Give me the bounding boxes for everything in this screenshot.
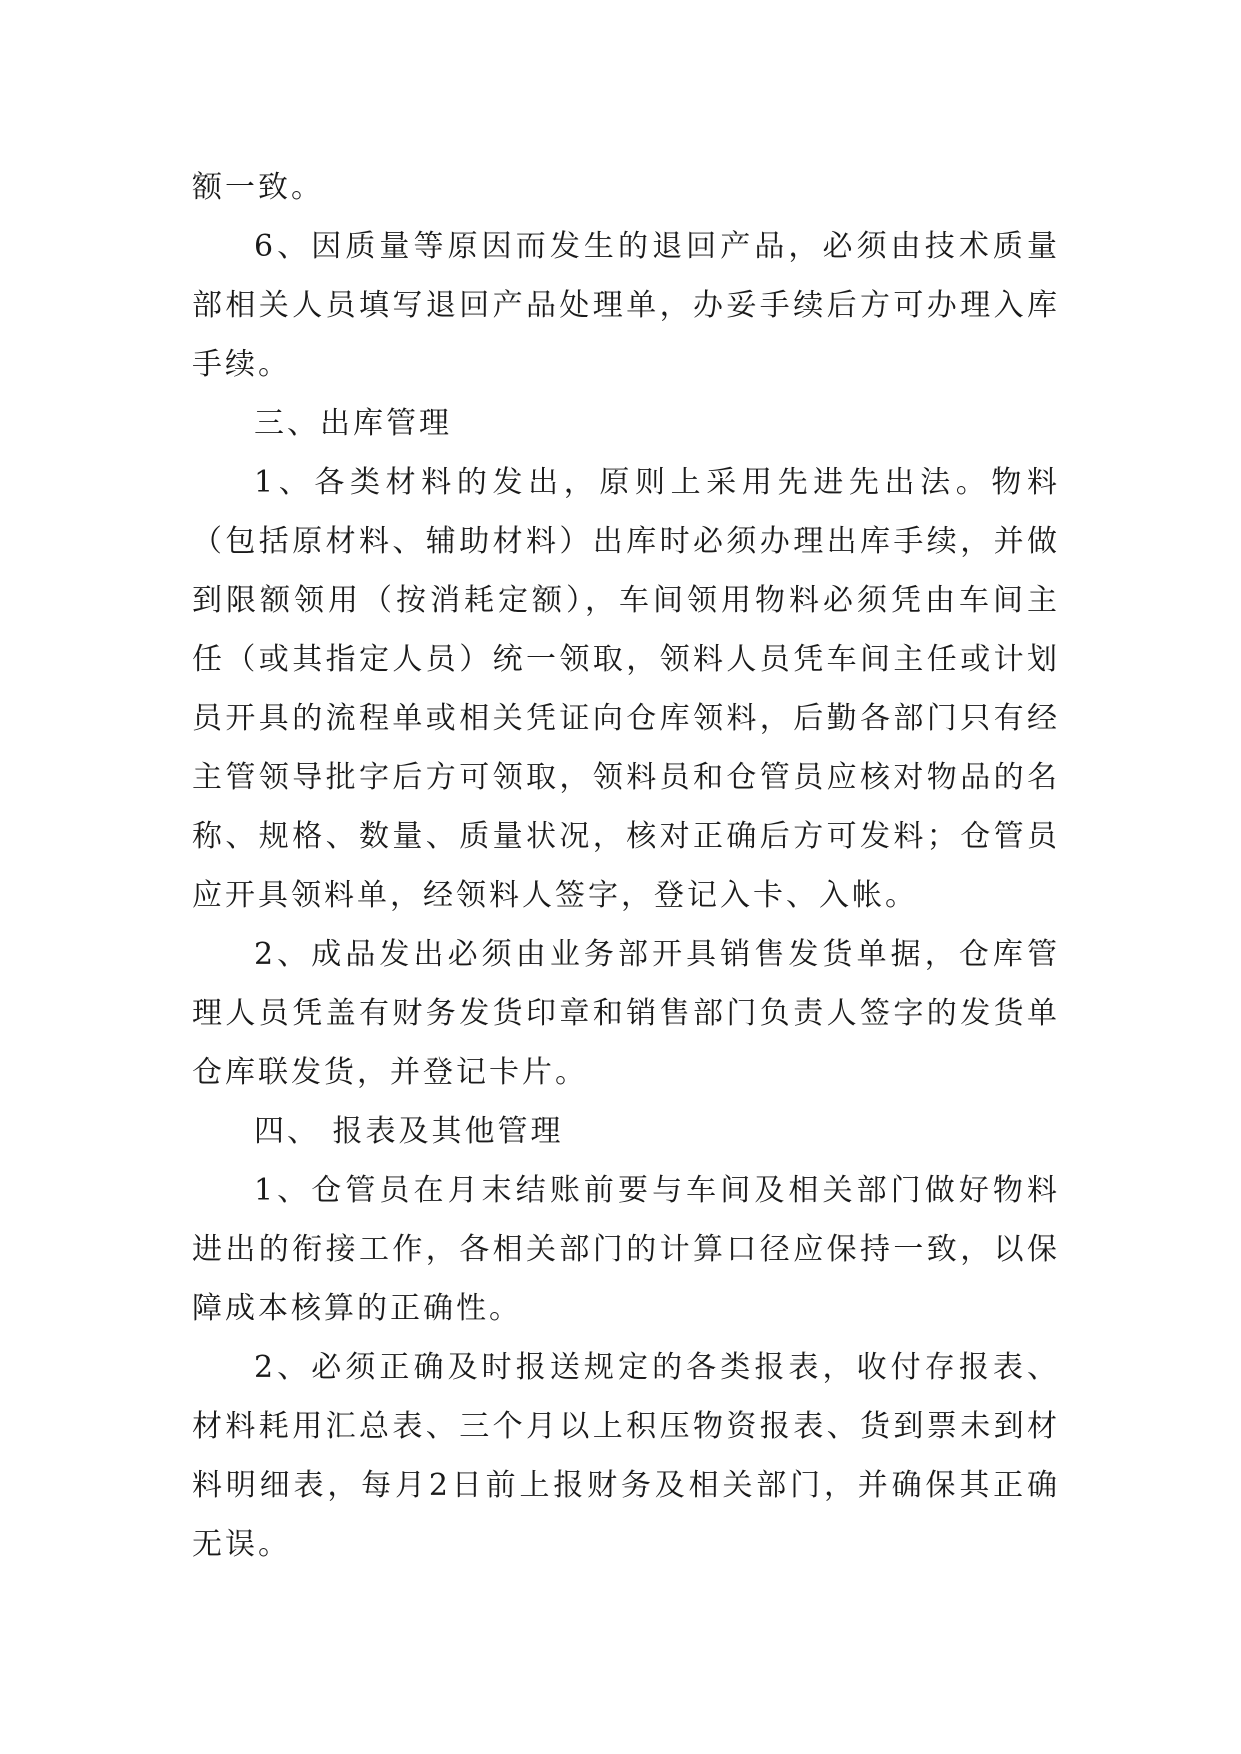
paragraph-continuation: 额一致。 <box>192 170 324 205</box>
paragraph-reports-1: 1、仓管员在月末结账前要与车间及相关部门做好物料进出的衔接工作，各相关部门的计算口径应保持一致，以保障成本核算的正确性。 <box>192 1173 1060 1326</box>
paragraph-item-6: 6、因质量等原因而发生的退回产品，必须由技术质量部相关人员填写退回产品处理单，办妥手续后方可办理入库手续。 <box>192 229 1060 382</box>
document-body <box>192 158 1060 1574</box>
section-heading-outbound: 三、出库管理 <box>254 406 452 441</box>
paragraph-reports-2: 2、必须正确及时报送规定的各类报表，收付存报表、材料耗用汇总表、三个月以上积压物资报表、货到票未到材料明细表，每月2日前上报财务及相关部门，并确保其正确无误。 <box>192 1350 1060 1562</box>
section-heading-reports: 四、 报表及其他管理 <box>254 1114 564 1149</box>
paragraph-outbound-2: 2、成品发出必须由业务部开具销售发货单据，仓库管理人员凭盖有财务发货印章和销售部门负责人签字的发货单仓库联发货，并登记卡片。 <box>192 937 1060 1090</box>
paragraph-outbound-1: 1、各类材料的发出，原则上采用先进先出法。物料（包括原材料、辅助材料）出库时必须办理出库手续，并做到限额领用（按消耗定额），车间领用物料必须凭由车间主任（或其指定人员）统一领取，领料人员凭车间主任或计划员开具的流程单或相关凭证向仓库领料，后勤各部门只有经主管领导批字后方可领取，领料员和仓管员应核对物品的名称、规格、数量、质量状况，核对正确后方可发料；仓管员应开具领料单，经领料人签字，登记入卡、入帐。 <box>192 465 1060 913</box>
